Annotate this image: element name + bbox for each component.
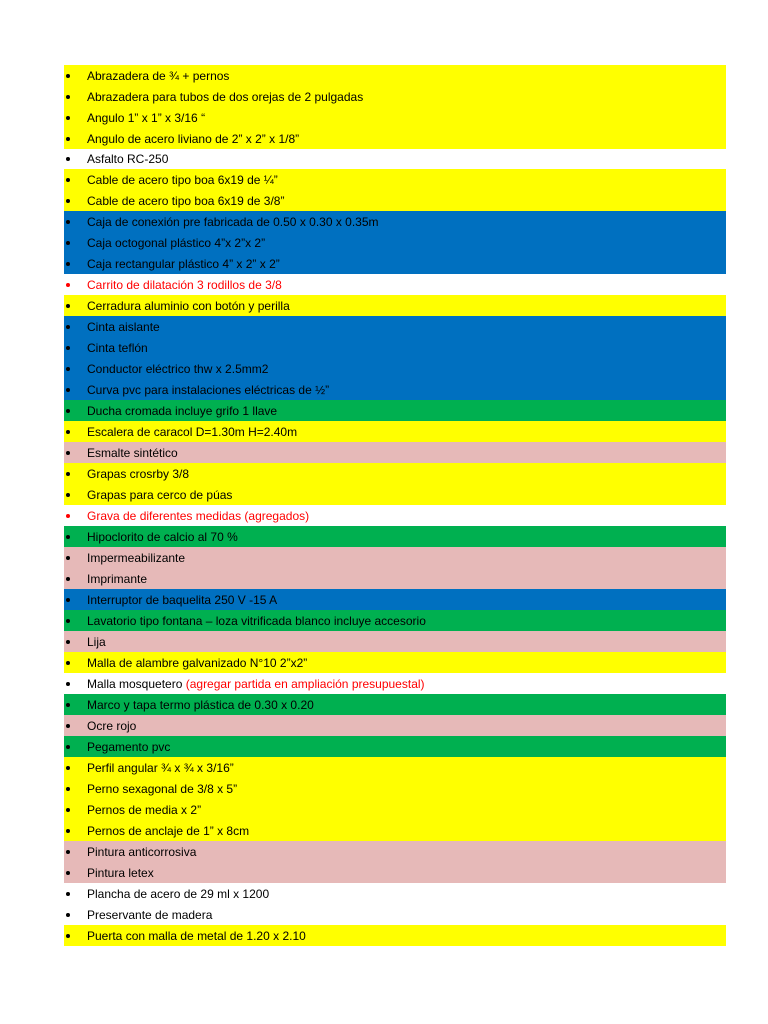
- item-label: Pintura letex: [87, 865, 154, 880]
- item-note: (agregar partida en ampliación presupuestal): [185, 676, 425, 691]
- list-item: [64, 547, 726, 568]
- bullet-icon: [66, 137, 70, 141]
- list-item-text: [87, 741, 170, 753]
- item-label: Cinta teflón: [87, 340, 148, 355]
- item-label: Ocre rojo: [87, 718, 137, 733]
- list-item-text: [87, 384, 329, 396]
- list-item: [64, 421, 726, 442]
- list-item-text: [87, 489, 232, 501]
- list-item: [64, 316, 726, 337]
- list-item-text: [87, 447, 178, 459]
- bullet-icon: [66, 766, 70, 770]
- bullet-icon: [66, 850, 70, 854]
- list-item-text: [87, 174, 278, 186]
- list-item-text: [87, 783, 237, 795]
- list-item-text: [87, 237, 265, 249]
- list-item-text: [87, 888, 269, 900]
- bullet-icon: [66, 913, 70, 917]
- item-label: Ducha cromada incluye grifo 1 llave: [87, 403, 278, 418]
- item-label: Preservante de madera: [87, 907, 213, 922]
- bullet-icon: [66, 703, 70, 707]
- item-label: Cable de acero tipo boa 6x19 de 3/8”: [87, 193, 285, 208]
- list-item-text: [87, 552, 185, 564]
- item-label: Imprimante: [87, 571, 148, 586]
- list-item-text: [87, 657, 307, 669]
- bullet-icon: [66, 682, 70, 686]
- item-label: Asfalto RC-250: [87, 152, 169, 166]
- list-item-text: [87, 426, 297, 438]
- list-item: [64, 862, 726, 883]
- list-item: [64, 778, 726, 799]
- bullet-icon: [66, 577, 70, 581]
- list-item: [64, 463, 726, 484]
- item-label: Caja rectangular plástico 4” x 2” x 2”: [87, 256, 280, 271]
- bullet-icon: [66, 598, 70, 602]
- list-item: [64, 799, 726, 820]
- bullet-icon: [66, 535, 70, 539]
- item-label: Interruptor de baquelita 250 V -15 A: [87, 592, 278, 607]
- bullet-icon: [66, 95, 70, 99]
- list-item: [64, 128, 726, 149]
- list-item: [64, 337, 726, 358]
- list-item-text: [87, 825, 249, 837]
- list-item: [64, 757, 726, 778]
- bullet-icon: [66, 157, 70, 161]
- list-item-text: [87, 804, 201, 816]
- list-item-text: [87, 699, 314, 711]
- bullet-icon: [66, 451, 70, 455]
- list-item-text: [87, 91, 363, 103]
- bullet-icon: [66, 619, 70, 623]
- bullet-icon: [66, 367, 70, 371]
- bullet-icon: [66, 787, 70, 791]
- list-item: [64, 211, 726, 232]
- bullet-icon: [66, 640, 70, 644]
- materials-list: [64, 65, 726, 946]
- bullet-icon: [66, 346, 70, 350]
- list-item-text: [87, 133, 299, 145]
- bullet-icon: [66, 74, 70, 78]
- bullet-icon: [66, 829, 70, 833]
- list-item: [64, 631, 726, 652]
- item-label: Lavatorio tipo fontana – loza vitrificada blanco incluye accesorio: [87, 613, 426, 628]
- list-item: [64, 190, 726, 211]
- list-item-text: [87, 930, 306, 942]
- list-item-text: [87, 468, 189, 480]
- item-label: Carrito de dilatación 3 rodillos de 3/8: [87, 277, 282, 292]
- item-label: Escalera de caracol D=1.30m H=2.40m: [87, 424, 298, 439]
- bullet-icon: [66, 388, 70, 392]
- list-item-text: [87, 867, 154, 879]
- list-item-text: [87, 258, 280, 270]
- bullet-icon: [66, 808, 70, 812]
- list-item-text: [87, 321, 160, 333]
- list-item: [64, 841, 726, 862]
- bullet-icon: [66, 934, 70, 938]
- bullet-icon: [66, 745, 70, 749]
- list-item: [64, 736, 726, 757]
- item-label: Hipoclorito de calcio al 70 %: [87, 529, 238, 544]
- list-item: [64, 568, 726, 589]
- item-label: Angulo de acero liviano de 2” x 2” x 1/8”: [87, 131, 300, 146]
- bullet-icon: [66, 430, 70, 434]
- list-item-text: [87, 762, 234, 774]
- item-label: Cerradura aluminio con botón y perilla: [87, 298, 290, 313]
- item-label: Angulo 1” x 1” x 3/16 “: [87, 110, 206, 125]
- list-item-text: [87, 405, 277, 417]
- list-item: [64, 107, 726, 128]
- bullet-icon: [66, 262, 70, 266]
- list-item: [64, 484, 726, 505]
- list-item-text: [87, 531, 238, 543]
- list-item: [64, 715, 726, 736]
- bullet-icon: [66, 892, 70, 896]
- item-label: Perno sexagonal de 3/8 x 5”: [87, 781, 238, 796]
- list-item: [64, 694, 726, 715]
- item-label: Cable de acero tipo boa 6x19 de ¼”: [87, 172, 278, 187]
- list-item: [64, 65, 726, 86]
- bullet-icon: [66, 283, 70, 287]
- list-item: [64, 274, 726, 295]
- list-item: [64, 295, 726, 316]
- list-item: [64, 358, 726, 379]
- item-label: Malla mosquetero: [87, 676, 186, 691]
- list-item: [64, 149, 726, 169]
- list-item: [64, 652, 726, 673]
- list-item-text: [87, 615, 426, 627]
- item-label: Curva pvc para instalaciones eléctricas de ½”: [87, 382, 330, 397]
- item-label: Plancha de acero de 29 ml x 1200: [87, 886, 270, 901]
- bullet-icon: [66, 493, 70, 497]
- item-label: Grapas para cerco de púas: [87, 487, 233, 502]
- bullet-icon: [66, 220, 70, 224]
- item-label: Lija: [87, 634, 106, 649]
- list-item: [64, 253, 726, 274]
- list-item: [64, 883, 726, 904]
- list-item-text: [87, 594, 277, 606]
- bullet-icon: [66, 661, 70, 665]
- list-item-text: [87, 70, 229, 82]
- list-item-text: [87, 300, 290, 312]
- item-label: Grapas crosrby 3/8: [87, 466, 190, 481]
- bullet-icon: [66, 116, 70, 120]
- item-label: Pintura anticorrosiva: [87, 844, 197, 859]
- list-item: [64, 232, 726, 253]
- item-label: Caja de conexión pre fabricada de 0.50 x 0.30 x 0.35m: [87, 214, 379, 229]
- item-label: Cinta aislante: [87, 319, 160, 334]
- item-label: Perfil angular ¾ x ¾ x 3/16”: [87, 760, 234, 775]
- list-item-text: [87, 112, 205, 124]
- list-item-text: [87, 510, 309, 522]
- item-label: Malla de alambre galvanizado N°10 2”x2”: [87, 655, 308, 670]
- list-item-text: [87, 678, 425, 690]
- list-item-text: [87, 363, 268, 375]
- bullet-icon: [66, 724, 70, 728]
- list-item-text: [87, 846, 196, 858]
- list-item-text: [87, 342, 148, 354]
- list-item-text: [87, 216, 379, 228]
- item-label: Puerta con malla de metal de 1.20 x 2.10: [87, 928, 306, 943]
- item-label: Pernos de anclaje de 1” x 8cm: [87, 823, 250, 838]
- list-item: [64, 442, 726, 463]
- list-item-text: [87, 279, 282, 291]
- item-label: Pernos de media x 2”: [87, 802, 202, 817]
- bullet-icon: [66, 304, 70, 308]
- bullet-icon: [66, 409, 70, 413]
- list-item: [64, 379, 726, 400]
- bullet-icon: [66, 514, 70, 518]
- item-label: Esmalte sintético: [87, 445, 178, 460]
- bullet-icon: [66, 178, 70, 182]
- bullet-icon: [66, 556, 70, 560]
- item-label: Pegamento pvc: [87, 739, 171, 754]
- item-label: Abrazadera para tubos de dos orejas de 2 pulgadas: [87, 89, 364, 104]
- list-item: [64, 169, 726, 190]
- item-label: Marco y tapa termo plástica de 0.30 x 0.20: [87, 697, 314, 712]
- bullet-icon: [66, 472, 70, 476]
- list-item: [64, 86, 726, 107]
- list-item-text: [87, 573, 147, 585]
- item-label: Grava de diferentes medidas (agregados): [87, 508, 310, 523]
- item-label: Impermeabilizante: [87, 550, 186, 565]
- list-item-text: [87, 153, 168, 165]
- item-label: Caja octogonal plástico 4”x 2”x 2”: [87, 235, 266, 250]
- bullet-icon: [66, 325, 70, 329]
- bullet-icon: [66, 199, 70, 203]
- item-label: Abrazadera de ¾ + pernos: [87, 68, 230, 83]
- bullet-icon: [66, 241, 70, 245]
- list-item: [64, 526, 726, 547]
- list-item: [64, 400, 726, 421]
- list-item-text: [87, 636, 106, 648]
- list-item: [64, 589, 726, 610]
- bullet-icon: [66, 871, 70, 875]
- list-item: [64, 904, 726, 925]
- list-item: [64, 610, 726, 631]
- list-item: [64, 820, 726, 841]
- list-item-text: [87, 720, 136, 732]
- list-item: [64, 925, 726, 946]
- item-label: Conductor eléctrico thw x 2.5mm2: [87, 361, 269, 376]
- list-item: [64, 673, 726, 694]
- list-item: [64, 505, 726, 526]
- list-item-text: [87, 909, 212, 921]
- list-item-text: [87, 195, 284, 207]
